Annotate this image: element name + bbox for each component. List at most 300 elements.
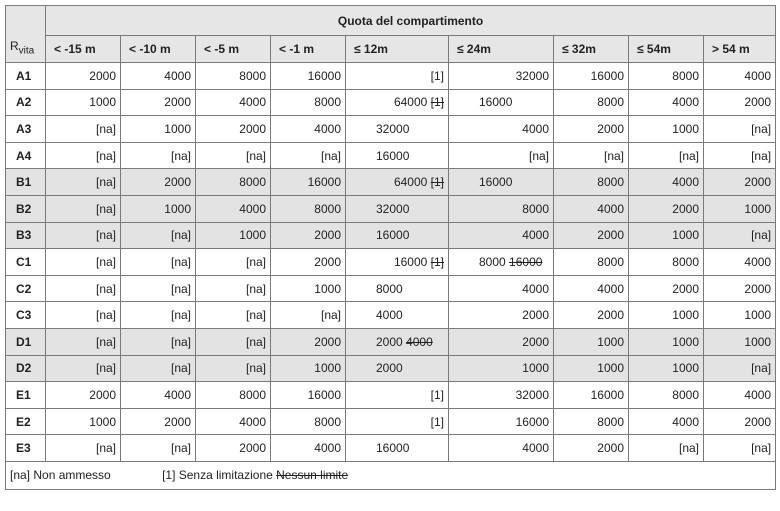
range-header: < -5 m <box>196 36 271 63</box>
table-cell <box>121 275 196 302</box>
table-cell <box>271 169 346 196</box>
cell-value: 1000 <box>314 361 341 376</box>
cell-struck-value: [1] <box>430 95 444 110</box>
cell-value: 4000 <box>522 281 549 296</box>
table-cell <box>704 408 776 435</box>
range-header: < -15 m <box>46 36 121 63</box>
table-cell <box>271 63 346 90</box>
rvita-main: R <box>10 38 19 53</box>
cell-value: 2000 <box>376 334 403 349</box>
cell-value: 32000 <box>515 387 549 402</box>
table-cell <box>196 195 271 222</box>
cell-value: 8000 <box>314 414 341 429</box>
note-1-text: [1] Senza limitazione <box>162 468 273 483</box>
cell-value: 1000 <box>239 228 266 243</box>
table-cell <box>554 169 629 196</box>
cell-value: [na] <box>245 281 266 296</box>
cell-value: 8000 <box>597 254 624 269</box>
cell-value: [na] <box>170 228 191 243</box>
cell-value: 8000 <box>597 95 624 110</box>
cell-value: [1] <box>430 68 444 83</box>
table-cell <box>629 195 704 222</box>
cell-value: 16000 <box>376 441 410 456</box>
cell-value: 4000 <box>522 441 549 456</box>
cell-value: [na] <box>320 308 341 323</box>
table-row <box>6 89 776 116</box>
cell-value: 2000 <box>164 175 191 190</box>
cell-value: [na] <box>95 148 116 163</box>
table-cell <box>121 142 196 169</box>
cell-value: [na] <box>245 148 266 163</box>
cell-value: 2000 <box>672 281 699 296</box>
table-cell <box>46 142 121 169</box>
cell-value: 4000 <box>376 308 403 323</box>
table-row <box>6 195 776 222</box>
table-cell <box>554 382 629 409</box>
cell-value: [na] <box>95 281 116 296</box>
cell-value: 8000 <box>672 254 699 269</box>
table-cell <box>704 195 776 222</box>
cell-value: 2000 <box>522 308 549 323</box>
cell-value: [na] <box>170 334 191 349</box>
row-label: A2 <box>6 89 46 116</box>
table-row <box>6 328 776 355</box>
table-cell <box>46 249 121 276</box>
table-cell <box>554 328 629 355</box>
cell-value: [na] <box>95 308 116 323</box>
row-label: A4 <box>6 142 46 169</box>
table-row <box>6 63 776 90</box>
cell-value: [na] <box>603 148 624 163</box>
cell-value: 2000 <box>597 441 624 456</box>
cell-value: 16000 <box>307 68 341 83</box>
table-row <box>6 408 776 435</box>
note-1-struck: Nessun limite <box>276 468 349 483</box>
cell-value: 64000 <box>393 175 428 190</box>
table-cell <box>271 328 346 355</box>
cell-value: 4000 <box>522 121 549 136</box>
table-cell <box>449 195 554 222</box>
cell-value: 1000 <box>672 361 699 376</box>
table-cell <box>271 275 346 302</box>
table-row <box>6 169 776 196</box>
table-cell <box>46 435 121 462</box>
row-label: C1 <box>6 249 46 276</box>
table-cell <box>121 355 196 382</box>
cell-value: 2000 <box>89 387 116 402</box>
cell-value: 2000 <box>744 175 772 190</box>
table-cell <box>121 328 196 355</box>
cell-value: [na] <box>95 361 116 376</box>
table-cell <box>629 169 704 196</box>
table-cell <box>449 275 554 302</box>
cell-value: [na] <box>678 441 699 456</box>
table-cell <box>346 142 449 169</box>
table-cell <box>346 249 449 276</box>
range-header: < -1 m <box>271 36 346 63</box>
cell-value: 16000 <box>590 68 624 83</box>
table-cell <box>271 382 346 409</box>
cell-value: 2000 <box>89 68 116 83</box>
cell-value: 16000 <box>376 148 410 163</box>
table-cell <box>346 89 449 116</box>
cell-value: 1000 <box>522 361 549 376</box>
cell-value: 2000 <box>597 308 624 323</box>
cell-value: 32000 <box>376 121 410 136</box>
table-cell <box>46 275 121 302</box>
table-cell <box>121 249 196 276</box>
row-label: C2 <box>6 275 46 302</box>
cell-value: 4000 <box>239 201 266 216</box>
table-cell <box>196 63 271 90</box>
table-cell <box>196 116 271 143</box>
table-cell <box>554 195 629 222</box>
table-cell <box>196 142 271 169</box>
cell-value: [na] <box>751 441 772 456</box>
cell-value: [na] <box>95 228 116 243</box>
table-cell <box>704 89 776 116</box>
table-cell <box>554 302 629 329</box>
cell-value: [na] <box>170 148 191 163</box>
table-cell <box>196 435 271 462</box>
table-cell <box>704 222 776 249</box>
table-cell <box>704 275 776 302</box>
table-cell <box>346 169 449 196</box>
footer-notes <box>6 461 776 489</box>
cell-value: 4000 <box>744 254 772 269</box>
cell-struck-value: 16000 <box>509 254 543 269</box>
cell-value: 8000 <box>597 414 624 429</box>
table-cell <box>554 355 629 382</box>
cell-value: 2000 <box>376 361 403 376</box>
cell-value: 4000 <box>672 414 699 429</box>
note-1 <box>162 468 348 482</box>
table-cell <box>449 116 554 143</box>
table-cell <box>121 89 196 116</box>
table-cell <box>704 169 776 196</box>
cell-value: 4000 <box>239 95 266 110</box>
cell-value: 2000 <box>522 334 549 349</box>
cell-value: 32000 <box>376 201 410 216</box>
cell-value: 1000 <box>672 228 699 243</box>
row-label: C3 <box>6 302 46 329</box>
table-cell <box>346 302 449 329</box>
table-cell <box>449 89 554 116</box>
cell-value: 8000 <box>314 201 341 216</box>
cell-value: [na] <box>95 175 116 190</box>
table-cell <box>449 302 554 329</box>
cell-value: 8000 <box>672 387 699 402</box>
cell-value: 2000 <box>672 201 699 216</box>
table-cell <box>704 355 776 382</box>
cell-value: 8000 <box>479 254 506 269</box>
cell-value: [na] <box>170 361 191 376</box>
cell-value: [na] <box>245 308 266 323</box>
table-cell <box>271 435 346 462</box>
table-cell <box>196 249 271 276</box>
table-cell <box>704 328 776 355</box>
table-row <box>6 355 776 382</box>
cell-value: 1000 <box>744 308 772 323</box>
table-cell <box>629 275 704 302</box>
cell-value: 1000 <box>89 95 116 110</box>
table-cell <box>554 275 629 302</box>
row-label: A3 <box>6 116 46 143</box>
cell-value: 4000 <box>744 68 772 83</box>
table-cell <box>271 222 346 249</box>
cell-value: [na] <box>245 361 266 376</box>
cell-value: [na] <box>320 148 341 163</box>
table-cell <box>629 222 704 249</box>
table-cell <box>46 382 121 409</box>
cell-value: [1] <box>430 387 444 402</box>
table-cell <box>196 408 271 435</box>
table-cell <box>346 435 449 462</box>
table-cell <box>629 63 704 90</box>
table-row <box>6 435 776 462</box>
cell-value: 1000 <box>164 201 191 216</box>
table-cell <box>629 382 704 409</box>
table-cell <box>554 142 629 169</box>
range-header: ≤ 24m <box>449 36 554 63</box>
cell-value: 8000 <box>597 175 624 190</box>
cell-value: 4000 <box>597 201 624 216</box>
cell-value: 1000 <box>597 334 624 349</box>
cell-value: 16000 <box>479 175 513 190</box>
cell-value: [na] <box>95 121 116 136</box>
range-header: < -10 m <box>121 36 196 63</box>
range-header: ≤ 54m <box>629 36 704 63</box>
cell-value: 16000 <box>307 387 341 402</box>
table-cell <box>449 382 554 409</box>
cell-value: 2000 <box>314 228 341 243</box>
cell-value: 1000 <box>672 334 699 349</box>
cell-value: 2000 <box>744 281 772 296</box>
table-cell <box>554 89 629 116</box>
table-cell <box>196 355 271 382</box>
table-cell <box>449 169 554 196</box>
table-cell <box>121 116 196 143</box>
table-cell <box>704 142 776 169</box>
cell-value: 2000 <box>744 414 772 429</box>
cell-value: 64000 <box>393 95 428 110</box>
cell-value: 1000 <box>597 361 624 376</box>
table-cell <box>271 195 346 222</box>
cell-value: 16000 <box>515 414 549 429</box>
cell-value: 32000 <box>515 68 549 83</box>
table-cell <box>121 222 196 249</box>
cell-value: 16000 <box>393 254 428 269</box>
table-cell <box>554 408 629 435</box>
table-cell <box>346 275 449 302</box>
table-cell <box>449 435 554 462</box>
rvita-header <box>6 6 46 63</box>
table-cell <box>449 249 554 276</box>
table-cell <box>554 222 629 249</box>
cell-struck-value: [1] <box>430 254 444 269</box>
cell-value: 8000 <box>314 95 341 110</box>
row-label: D2 <box>6 355 46 382</box>
cell-value: 1000 <box>744 201 772 216</box>
table-cell <box>121 169 196 196</box>
cell-value: 2000 <box>744 95 772 110</box>
table-row <box>6 275 776 302</box>
compartment-table <box>5 5 776 490</box>
cell-value: 8000 <box>239 387 266 402</box>
cell-value: 4000 <box>672 175 699 190</box>
cell-value: 4000 <box>597 281 624 296</box>
cell-value: 2000 <box>314 254 341 269</box>
table-cell <box>46 302 121 329</box>
table-cell <box>121 302 196 329</box>
table-cell <box>346 408 449 435</box>
table-cell <box>46 169 121 196</box>
table-cell <box>121 408 196 435</box>
cell-struck-value: [1] <box>430 175 444 190</box>
row-label: D1 <box>6 328 46 355</box>
cell-value: 2000 <box>239 121 266 136</box>
table-cell <box>449 408 554 435</box>
table-cell <box>196 382 271 409</box>
table-cell <box>449 222 554 249</box>
table-cell <box>271 302 346 329</box>
table-cell <box>46 195 121 222</box>
table-cell <box>346 116 449 143</box>
cell-value: 4000 <box>314 121 341 136</box>
table-cell <box>629 142 704 169</box>
table-cell <box>554 435 629 462</box>
cell-value: [na] <box>751 148 772 163</box>
table-cell <box>46 408 121 435</box>
cell-value: [na] <box>95 201 116 216</box>
table-cell <box>449 328 554 355</box>
row-label: B3 <box>6 222 46 249</box>
table-cell <box>346 355 449 382</box>
row-label: E3 <box>6 435 46 462</box>
table-row <box>6 249 776 276</box>
table-cell <box>196 302 271 329</box>
table-row <box>6 142 776 169</box>
table-cell <box>271 116 346 143</box>
header-row-ranges <box>6 36 776 63</box>
cell-value: 4000 <box>164 387 191 402</box>
table-cell <box>629 89 704 116</box>
table-cell <box>121 435 196 462</box>
cell-value: [na] <box>245 254 266 269</box>
cell-value: 8000 <box>239 175 266 190</box>
cell-value: 4000 <box>672 95 699 110</box>
cell-value: 1000 <box>744 334 772 349</box>
cell-value: 8000 <box>522 201 549 216</box>
table-cell <box>346 63 449 90</box>
table-cell <box>704 435 776 462</box>
table-cell <box>46 222 121 249</box>
cell-value: 2000 <box>164 95 191 110</box>
table-cell <box>121 63 196 90</box>
cell-value: [na] <box>751 121 772 136</box>
header-row-top <box>6 6 776 36</box>
note-na: [na] Non ammesso <box>10 468 111 483</box>
table-cell <box>346 195 449 222</box>
cell-value: [na] <box>170 441 191 456</box>
row-label: E1 <box>6 382 46 409</box>
cell-value: 8000 <box>672 68 699 83</box>
cell-value: 4000 <box>522 228 549 243</box>
cell-value: [na] <box>170 308 191 323</box>
cell-value: [na] <box>751 228 772 243</box>
table-cell <box>554 249 629 276</box>
table-row <box>6 116 776 143</box>
table-cell <box>346 328 449 355</box>
table-cell <box>46 355 121 382</box>
table-cell <box>449 63 554 90</box>
table-cell <box>196 328 271 355</box>
row-label: A1 <box>6 63 46 90</box>
table-body <box>6 63 776 462</box>
cell-value: 16000 <box>590 387 624 402</box>
table-cell <box>554 116 629 143</box>
table-cell <box>46 89 121 116</box>
cell-value: 4000 <box>314 441 341 456</box>
row-label: E2 <box>6 408 46 435</box>
cell-value: 8000 <box>376 281 403 296</box>
table-cell <box>704 63 776 90</box>
table-cell <box>704 382 776 409</box>
table-cell <box>629 116 704 143</box>
cell-value: 1000 <box>672 121 699 136</box>
table-cell <box>704 302 776 329</box>
table-cell <box>449 142 554 169</box>
cell-value: 2000 <box>597 121 624 136</box>
table-cell <box>271 408 346 435</box>
table-cell <box>46 328 121 355</box>
cell-value: 2000 <box>164 414 191 429</box>
quota-header: Quota del compartimento <box>46 6 776 36</box>
table-cell <box>271 249 346 276</box>
table-cell <box>346 382 449 409</box>
table-cell <box>196 222 271 249</box>
cell-value: 4000 <box>744 387 772 402</box>
table-row <box>6 302 776 329</box>
table-row <box>6 382 776 409</box>
table-cell <box>46 116 121 143</box>
range-header: > 54 m <box>704 36 776 63</box>
cell-value: [1] <box>430 414 444 429</box>
table-cell <box>346 222 449 249</box>
cell-value: 1000 <box>672 308 699 323</box>
cell-value: 16000 <box>479 95 513 110</box>
table-row <box>6 222 776 249</box>
cell-value: 4000 <box>164 68 191 83</box>
table-cell <box>629 302 704 329</box>
range-header: ≤ 12m <box>346 36 449 63</box>
cell-value: [na] <box>528 148 549 163</box>
table-cell <box>704 116 776 143</box>
table-cell <box>196 169 271 196</box>
footer-row <box>6 461 776 489</box>
table-cell <box>629 355 704 382</box>
table-cell <box>554 63 629 90</box>
cell-value: 16000 <box>376 228 410 243</box>
row-label: B1 <box>6 169 46 196</box>
cell-value: [na] <box>170 281 191 296</box>
cell-value: [na] <box>95 254 116 269</box>
cell-value: 1000 <box>314 281 341 296</box>
table-cell <box>629 328 704 355</box>
range-header: ≤ 32m <box>554 36 629 63</box>
cell-value: 1000 <box>89 414 116 429</box>
cell-value: 2000 <box>239 441 266 456</box>
